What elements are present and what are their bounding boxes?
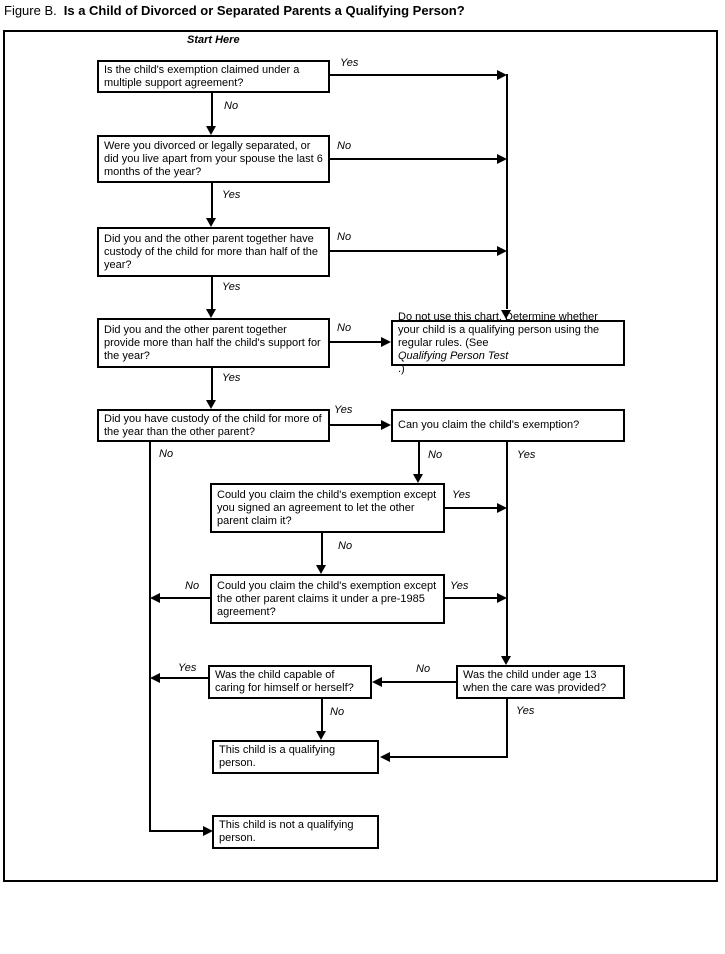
- node-text: Did you have custody of the child for more of the year than the other parent?: [104, 412, 322, 438]
- node-text: Was the child capable of caring for himself or herself?: [215, 669, 354, 694]
- label-no-divorced: No: [337, 140, 352, 152]
- node-result-qualifying: [212, 740, 379, 774]
- node-do-not-use-chart: [391, 310, 625, 375]
- label-no-support-together: No: [337, 322, 352, 334]
- do-not-use-italic: Qualifying Person Test: [398, 349, 509, 362]
- node-text: [398, 311, 618, 376]
- node-text: This child is a qualifying person.: [219, 744, 336, 769]
- arrowhead-right-icon: [497, 246, 507, 256]
- figure-title: [4, 3, 465, 18]
- connector-line: [160, 677, 208, 679]
- node-text: Did you and the other parent together have custody of the child for more than half of the year?: [104, 232, 319, 271]
- node-multiple-support-question: [97, 60, 330, 93]
- label-yes-pre1985: Yes: [450, 580, 469, 592]
- arrowhead-left-icon: [150, 593, 160, 603]
- connector-line: [390, 756, 508, 758]
- connector-line: [321, 533, 323, 565]
- arrowhead-down-icon: [501, 310, 511, 319]
- connector-line: [149, 442, 151, 832]
- node-text: Did you and the other parent together provide more than half the child's support for the year?: [104, 323, 321, 362]
- arrowhead-down-icon: [206, 126, 216, 135]
- figure-title-main: Is a Child of Divorced or Separated Parents a Qualifying Person?: [63, 3, 465, 18]
- do-not-use-suffix: .): [398, 362, 405, 375]
- connector-line: [330, 341, 381, 343]
- connector-line: [506, 442, 508, 656]
- arrowhead-right-icon: [203, 826, 213, 836]
- label-yes-multiple-support: Yes: [340, 57, 359, 69]
- node-claim-exemption-question: [391, 409, 625, 442]
- arrowhead-right-icon: [381, 420, 391, 430]
- label-yes-custody-more: Yes: [334, 404, 353, 416]
- connector-line: [330, 424, 381, 426]
- label-no-capable: No: [330, 706, 345, 718]
- node-text: Was the child under age 13 when the care was provided?: [463, 669, 607, 694]
- node-under-age13-question: [456, 665, 625, 699]
- node-signed-agreement-question: [210, 483, 445, 533]
- node-text: Is the child's exemption claimed under a multiple support agreement?: [104, 63, 300, 89]
- figure-title-prefix: Figure B.: [4, 3, 57, 18]
- label-no-multiple-support: No: [224, 100, 239, 112]
- arrowhead-left-icon: [372, 677, 382, 687]
- node-text: This child is not a qualifying person.: [219, 819, 354, 844]
- node-result-not-qualifying: [212, 815, 379, 849]
- label-yes-under13: Yes: [516, 705, 535, 717]
- start-here-label: Start Here: [187, 34, 240, 46]
- do-not-use-prefix: Do not use this chart. Determine whether your child is a qualifying person using the regular rules. (See: [398, 310, 600, 349]
- node-text: Can you claim the child's exemption?: [398, 419, 580, 431]
- arrowhead-down-icon: [316, 731, 326, 740]
- node-custody-together-question: [97, 227, 330, 277]
- connector-line: [149, 830, 203, 832]
- connector-line: [445, 507, 497, 509]
- node-text: Could you claim the child's exemption except the other parent claims it under a pre-1985 agreement?: [217, 579, 437, 618]
- label-yes-claim-exemption: Yes: [517, 449, 536, 461]
- arrowhead-down-icon: [206, 218, 216, 227]
- connector-line: [211, 368, 213, 400]
- connector-line: [330, 74, 498, 76]
- label-no-custody-more: No: [159, 448, 174, 460]
- connector-line: [330, 158, 498, 160]
- connector-line: [506, 74, 508, 309]
- node-text: Were you divorced or legally separated, or did you live apart from your spouse the last 6 months of the year?: [104, 139, 323, 178]
- node-divorced-question: [97, 135, 330, 183]
- arrowhead-left-icon: [380, 752, 390, 762]
- arrowhead-left-icon: [150, 673, 160, 683]
- node-text: Could you claim the child's exemption except you signed an agreement to let the other parent claim it?: [217, 488, 437, 527]
- node-custody-more-question: [97, 409, 330, 442]
- arrowhead-down-icon: [501, 656, 511, 665]
- label-yes-divorced: Yes: [222, 189, 241, 201]
- label-no-claim-exemption: No: [428, 449, 443, 461]
- label-yes-capable: Yes: [178, 662, 197, 674]
- arrowhead-down-icon: [206, 309, 216, 318]
- connector-line: [321, 699, 323, 731]
- label-no-pre1985: No: [185, 580, 200, 592]
- connector-line: [211, 183, 213, 218]
- connector-line: [330, 250, 498, 252]
- node-pre1985-question: [210, 574, 445, 624]
- label-no-custody-together: No: [337, 231, 352, 243]
- label-yes-support-together: Yes: [222, 372, 241, 384]
- connector-line: [418, 442, 420, 474]
- connector-line: [211, 93, 213, 126]
- connector-line: [211, 277, 213, 309]
- label-no-signed-agreement: No: [338, 540, 353, 552]
- arrowhead-right-icon: [497, 593, 507, 603]
- arrowhead-right-icon: [497, 154, 507, 164]
- label-yes-signed-agreement: Yes: [452, 489, 471, 501]
- connector-line: [445, 597, 497, 599]
- arrowhead-right-icon: [497, 503, 507, 513]
- connector-line: [160, 597, 210, 599]
- arrowhead-down-icon: [206, 400, 216, 409]
- arrowhead-right-icon: [381, 337, 391, 347]
- node-support-together-question: [97, 318, 330, 368]
- arrowhead-down-icon: [413, 474, 423, 483]
- node-capable-question: [208, 665, 372, 699]
- label-yes-custody-together: Yes: [222, 281, 241, 293]
- label-no-under13: No: [416, 663, 431, 675]
- connector-line: [382, 681, 456, 683]
- arrowhead-down-icon: [316, 565, 326, 574]
- connector-line: [506, 699, 508, 758]
